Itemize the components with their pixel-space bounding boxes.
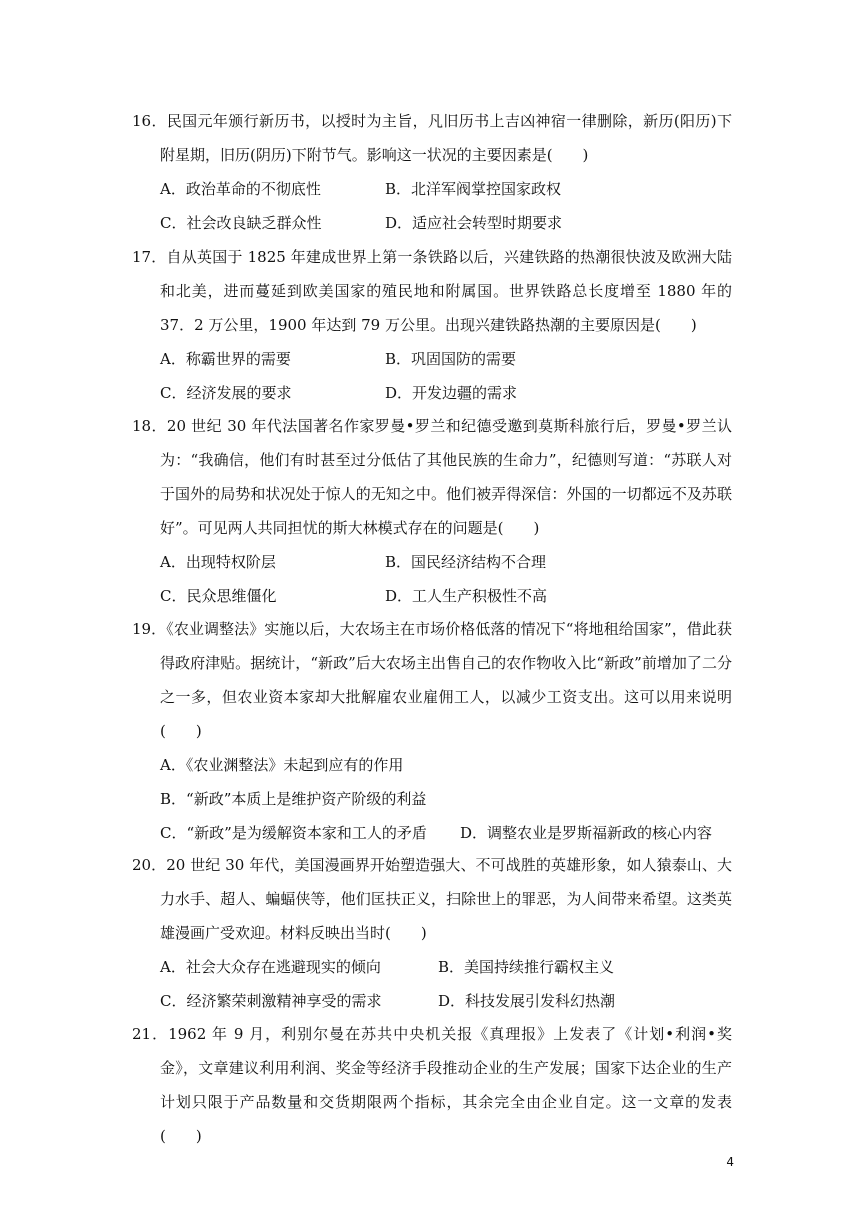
option-b[interactable]: B．巩固国防的需要 <box>385 350 517 368</box>
question-stem: 20．20 世纪 30 年代，美国漫画界开始塑造强大、不可战胜的英雄形象，如人猿泰山、大力水手、超人、蝙蝠侠等，他们匡扶正义，扫除世上的罪恶，为人间带来希望。这类英雄漫画广受欢迎。材料反映出当时( ) <box>132 856 732 942</box>
question-20 <box>132 848 732 1018</box>
question-21 <box>132 1017 732 1153</box>
question-16 <box>132 104 732 240</box>
question-stem: 21．1962 年 9 月，利别尔曼在苏共中央机关报《真理报》上发表了《计划•利润•奖金》，文章建议利用利润、奖金等经济手段推动企业的生产发展；国家下达企业的生产计划只限于产品数量和交货期限两个指标，其余完全由企业自定。这一文章的发表( ) <box>132 1025 732 1145</box>
option-d[interactable]: D．调整农业是罗斯福新政的核心内容 <box>460 824 713 842</box>
question-18 <box>132 409 732 613</box>
option-a[interactable]: A．社会大众存在逃避现实的倾向 <box>160 958 381 976</box>
question-stem: 16．民国元年颁行新历书，以授时为主旨，凡旧历书上吉凶神宿一律删除，新历(阳历)下附星期，旧历(阴历)下附节气。影响这一状况的主要因素是( ) <box>132 112 732 164</box>
question-19 <box>132 612 732 850</box>
question-17 <box>132 240 732 410</box>
option-d[interactable]: D．开发边疆的需求 <box>385 384 518 402</box>
option-a[interactable]: A．政治革命的不彻底性 <box>160 180 321 198</box>
option-c[interactable]: C．“新政”是为缓解资本家和工人的矛盾 <box>160 824 427 842</box>
option-b[interactable]: B．美国持续推行霸权主义 <box>438 958 615 976</box>
option-c[interactable]: C．经济繁荣刺激精神享受的需求 <box>160 992 382 1010</box>
option-a[interactable]: A．《农业渊整法》未起到应有的作用 <box>160 756 404 774</box>
option-a[interactable]: A．出现特权阶层 <box>160 553 276 571</box>
question-stem: 17．自从英国于 1825 年建成世界上第一条铁路以后，兴建铁路的热潮很快波及欧洲大陆和北美，进而蔓延到欧美国家的殖民地和附属国。世界铁路总长度增至 1880 年的 37．2 万公里，1900 年达到 79 万公里。出现兴建铁路热潮的主要原因是( ) <box>132 248 732 334</box>
option-a[interactable]: A．称霸世界的需要 <box>160 350 291 368</box>
question-stem: 18．20 世纪 30 年代法国著名作家罗曼•罗兰和纪德受邀到莫斯科旅行后，罗曼•罗兰认为：“我确信，他们有时甚至过分低估了其他民族的生命力”，纪德则写道：“苏联人对于国外的局势和状况处于惊人的无知之中。他们被弄得深信：外国的一切都远不及苏联好”。可见两人共同担忧的斯大林模式存在的问题是( ) <box>132 417 732 537</box>
option-c[interactable]: C．社会改良缺乏群众性 <box>160 214 322 232</box>
option-d[interactable]: D．科技发展引发科幻热潮 <box>438 992 616 1010</box>
option-c[interactable]: C．民众思维僵化 <box>160 587 277 605</box>
page-number: 4 <box>726 1155 734 1169</box>
option-b[interactable]: B．北洋军阀掌控国家政权 <box>385 180 562 198</box>
question-stem: 19．《农业调整法》实施以后，大农场主在市场价格低落的情况下“将地租给国家”，借此获得政府津贴。据统计，“新政”后大农场主出售自己的农作物收入比“新政”前增加了二分之一多，但农业资本家却大批解雇农业雇佣工人，以减少工资支出。这可以用来说明( ) <box>132 620 732 740</box>
option-d[interactable]: D．工人生产积极性不高 <box>385 587 548 605</box>
option-b[interactable]: B．国民经济结构不合理 <box>385 553 547 571</box>
option-b[interactable]: B．“新政”本质上是维护资产阶级的利益 <box>160 790 427 808</box>
option-d[interactable]: D．适应社会转型时期要求 <box>385 214 563 232</box>
option-c[interactable]: C．经济发展的要求 <box>160 384 292 402</box>
